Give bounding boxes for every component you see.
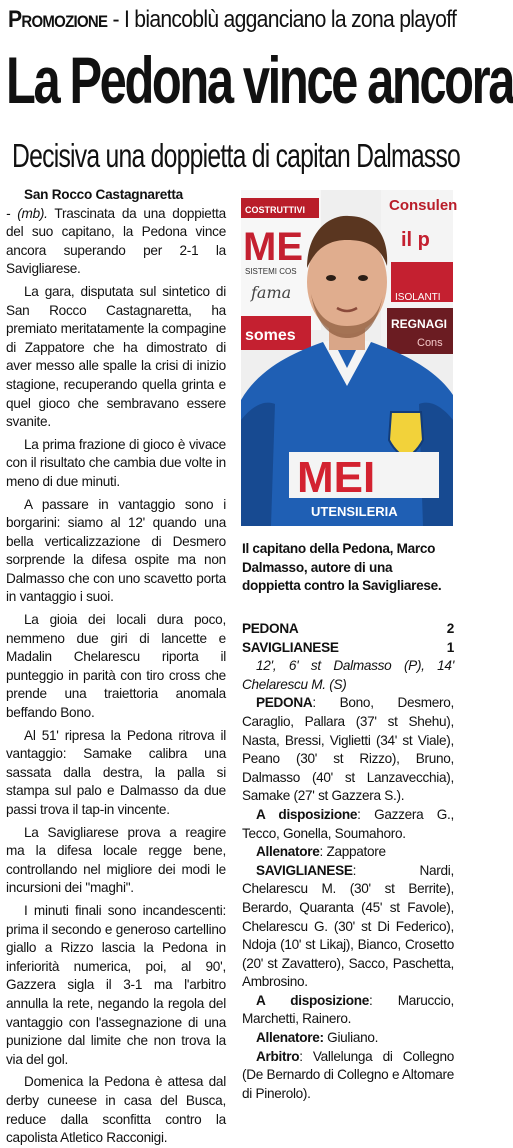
photo-caption: Il capitano della Pedona, Marco Dalmasso, autore di una doppietta contro la Savigliarese. — [242, 541, 442, 594]
away-score-row — [242, 639, 454, 658]
sponsor-somes: somes — [245, 327, 296, 344]
home-coach — [242, 843, 454, 862]
sponsor-consulen: Consulen — [389, 197, 458, 214]
scorers: 12', 6' st Dalmasso (P), 14' Chelarescu M. (S) — [242, 658, 454, 692]
away-coach — [242, 1029, 454, 1048]
article-paragraph: La prima frazione di gioco è vivace con il risultato che cambia due volte in meno di due minuti. — [6, 436, 226, 489]
away-score: 1 — [446, 639, 454, 655]
away-bench-text: : Maruccio, Marchetti, Rainero. — [242, 992, 454, 1027]
away-bench — [242, 992, 454, 1029]
away-bench-label: A disposizione — [256, 992, 370, 1008]
away-lineup — [242, 862, 454, 992]
article-paragraph: La gara, disputata sul sintetico di San Rocco Castagnaretta, ha premiato meritatamente la compagine di Zappatore che ha dimostrato di aver messo alle spalle la crisi di inizio stagione, recuperando quella grinta e quel gioco che sembravano essere svanite. — [6, 283, 226, 430]
home-lineup — [242, 694, 454, 806]
away-coach-text: Giuliano. — [323, 1030, 379, 1046]
sponsor-cons: Cons — [417, 337, 443, 349]
home-lineup-text: : Bono, Desmero, Caraglio, Pallara (37' st Shehu), Nasta, Bressi, Viglietti (34' st Viale), Peano (30' st Rizzo), Bruno, Dalmasso (40' st Lanzavecchia), Samake (27' st Gazzera S.). — [242, 695, 454, 804]
away-lineup-text: : Nardi, Chelarescu M. (30' st Berrite), Berardo, Quaranta (45' st Favole), Chelarescu G. (30' st Di Federico), Ndoja (10' st Likaj), Bianco, Crosetto (20' st Zavattero), Sacco, Paschetta, Ambrosino. — [242, 862, 454, 990]
article-paragraph: I minuti finali sono incandescenti: prima il secondo e generoso cartellino giallo a Rizzo lascia la Pedona in inferiorità numerica, poi, al 90', Gazzera sigla il 3-1 ma l'arbitro annulla la rete, negando la regola del vantaggio con l'assegnazione di una punizione dal limite che non trova la via del gol. — [6, 902, 226, 1067]
kicker — [8, 6, 457, 34]
headline: La Pedona vince ancora — [6, 43, 513, 117]
home-coach-label: Allenatore — [256, 844, 320, 860]
lead-paragraph — [6, 205, 226, 279]
referee — [242, 1048, 454, 1104]
player-photo-illustration — [241, 190, 458, 526]
article-paragraph: La gioia dei locali dura poco, nemmeno due giri di lancette e Madalin Chelarescu riporta il punteggio in parità con tiro cross che prende una traiettoria anomala beffando Bono. — [6, 612, 226, 721]
article-paragraph: La Savigliarese prova a reagire ma la difesa locale regge bene, controllando nel migliore dei modi le incursioni dei "maghi". — [6, 824, 226, 896]
home-bench-label: A disposizione — [256, 806, 358, 822]
home-score: 2 — [446, 621, 454, 636]
home-bench — [242, 806, 454, 843]
referee-text: : Vallelunga di Collegno (De Bernardo di Collegno e Altomare di Pinerolo). — [242, 1048, 454, 1101]
shirt-sponsor-sub: UTENSILERIA — [311, 504, 398, 519]
home-coach-text: : Zappatore — [319, 844, 386, 860]
home-bench-text: : Gazzera G., Tecco, Gonella, Soumahoro. — [242, 806, 455, 841]
sponsor-sistemi: SISTEMI COS — [245, 267, 297, 276]
away-team: SAVIGLIANESE — [242, 639, 339, 655]
article-paragraph: A passare in vantaggio sono i borgarini: siamo al 12' quando una bella verticalizzazione di Desmero sorprende la difesa ospite ma non Dalmasso che con uno scavetto porta in vantaggio i suoi. — [6, 496, 226, 605]
dateline: San Rocco Castagnaretta — [24, 187, 183, 202]
sponsor-me: ME — [243, 225, 303, 269]
article-paragraph: Domenica la Pedona è attesa dal derby cuneese in casa del Busca, reduce dalla sconfitta contro la capolista Atletico Racconigi. — [6, 1074, 226, 1146]
away-lineup-label: SAVIGLIANESE — [256, 862, 353, 878]
section-tag: Promozione — [8, 6, 108, 33]
sponsor-costruttivi: COSTRUTTIVI — [245, 205, 305, 215]
match-scorebox — [242, 620, 454, 1103]
lead-text: Trascinata da una doppietta del suo capitano, la Pedona vince ancora superando per 2-1 la Savigliarese. — [6, 205, 226, 277]
article-paragraph: Al 51' ripresa la Pedona ritrova il vantaggio: Samake calibra una sassata dalla destra, la palla si stampa sul palo e Dalmasso da due passi trova il tap-in vincente. — [6, 727, 226, 817]
away-coach-label: Allenatore: — [256, 1030, 324, 1046]
home-team: PEDONA — [242, 621, 299, 636]
sponsor-isolanti: ISOLANTI — [395, 292, 441, 303]
article-body — [6, 186, 226, 1148]
kicker-separator: - — [107, 6, 124, 33]
sponsor-regnagi: REGNAGI — [391, 317, 448, 331]
shirt-sponsor: MEI — [297, 453, 376, 502]
home-lineup-label: PEDONA — [256, 695, 313, 711]
home-score-row — [242, 620, 454, 639]
subheadline: Decisiva una doppietta di capitan Dalmasso — [12, 137, 461, 174]
sponsor-ilp: il p — [401, 229, 430, 251]
player-photo — [241, 190, 458, 526]
kicker-title: I biancoblù agganciano la zona playoff — [123, 6, 457, 33]
byline: - (mb). — [6, 205, 48, 221]
referee-label: Arbitro — [256, 1048, 300, 1064]
sponsor-fama: fama — [251, 283, 292, 302]
